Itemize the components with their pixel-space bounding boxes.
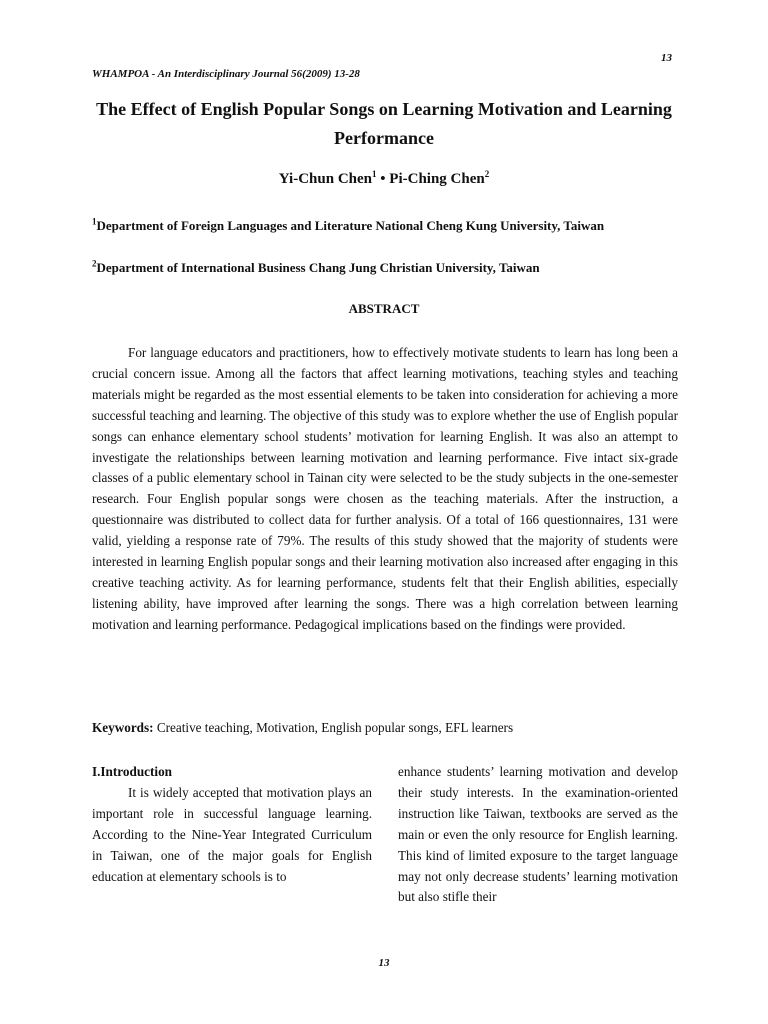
affiliation-1-text: Department of Foreign Languages and Literature National Cheng Kung University, Taiwan <box>96 218 605 233</box>
author-2-sup: 2 <box>484 169 490 179</box>
page-number-top: 13 <box>661 52 672 64</box>
intro-paragraph-left: It is widely accepted that motivation plays an important role in successful language learning. According to the Nine-Year Integrated Curriculum in Taiwan, one of the major goals for English education at elementary schools is to <box>92 784 372 884</box>
affiliation-1 <box>92 216 678 236</box>
affiliation-1-sup: 1 <box>92 216 97 227</box>
affiliation-2-text: Department of International Business Chang Jung Christian University, Taiwan <box>96 260 540 275</box>
journal-citation: WHAMPOA - An Interdisciplinary Journal 56(2009) 13-28 <box>92 68 360 80</box>
keywords-list: Creative teaching, Motivation, English popular songs, EFL learners <box>153 720 514 735</box>
affiliation-2 <box>92 258 678 278</box>
paper-title: The Effect of English Popular Songs on Learning Motivation and Learning Performance <box>96 99 672 148</box>
page-number-bottom: 13 <box>378 957 390 969</box>
author-2: Pi-Ching Chen <box>389 171 485 187</box>
author-separator: • <box>376 171 390 187</box>
author-line <box>84 171 684 188</box>
left-column <box>92 762 372 887</box>
keywords-label: Keywords: <box>92 720 154 735</box>
abstract-heading: ABSTRACT <box>348 301 420 316</box>
affiliation-2-sup: 2 <box>92 258 97 269</box>
right-column <box>398 762 678 908</box>
abstract-text: For language educators and practitioners, how to effectively motivate students to learn has long been a crucial concern issue. Among all the factors that affect learning motivations, teaching styles and teaching materials might be regarded as the most essential elements to be taken into consideration for achieving a more successful teaching and learning. The objective of this study was to explore whether the use of English popular songs can enhance elementary school students’ motivation for learning English. It was also an attempt to investigate the relationships between learning motivation and learning performance. Five intact six-grade classes of a public elementary school in Tainan city were selected to be the study subjects in the one-semester research. Four English popular songs were chosen as the teaching materials. After the instruction, a questionnaire was distributed to collect data for further analysis. Of a total of 166 questionnaires, 131 were valid, yielding a response rate of 79%. The results of this study showed that the majority of students were interested in learning English popular songs and their learning motivation also increased after engaging in this creative teaching activity. As for learning performance, students felt that their English abilities, especially listening ability, have improved after learning the songs. There was a high correlation between learning motivation and learning performance. Pedagogical implications based on the findings were provided. <box>92 345 678 632</box>
author-1: Yi-Chun Chen <box>278 171 373 187</box>
author-1-sup: 1 <box>372 169 377 179</box>
section-heading-introduction: I.Introduction <box>92 764 173 779</box>
intro-paragraph-right: enhance students’ learning motivation and develop their study interests. In the examination-oriented instruction like Taiwan, textbooks are served as the main or even the only resource for English learning. This kind of limited exposure to the target language may not only decrease students’ learning motivation but also stifle their <box>398 764 678 905</box>
keywords-line <box>92 720 678 736</box>
